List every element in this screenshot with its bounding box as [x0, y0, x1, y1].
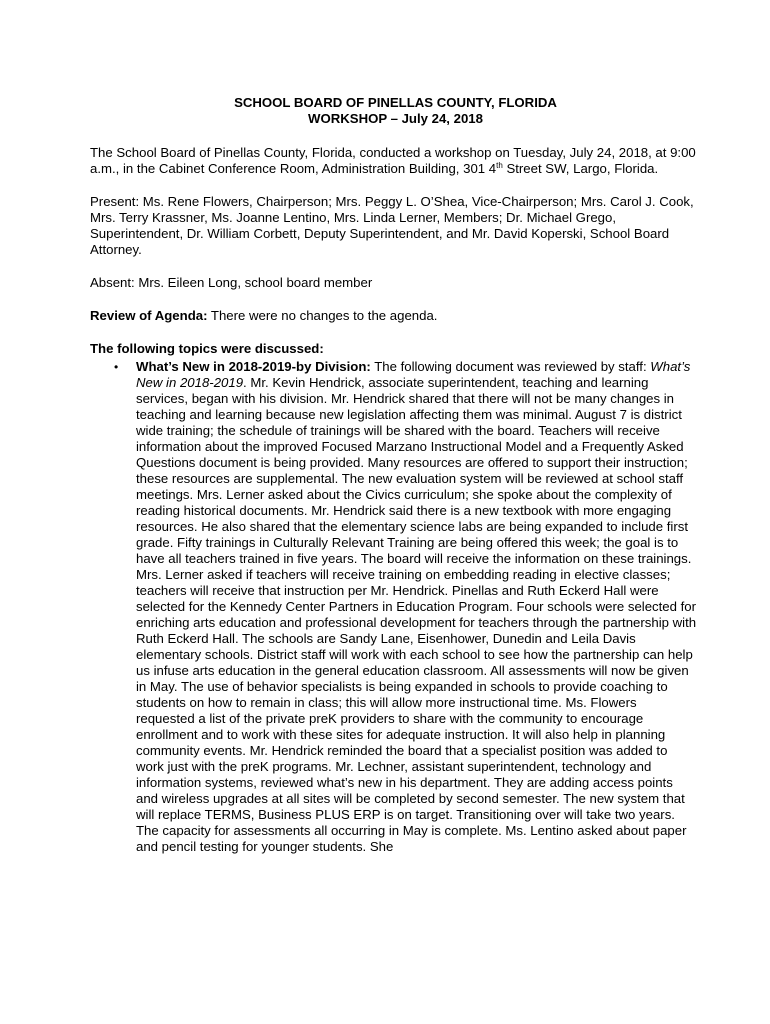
topics-heading: The following topics were discussed: — [90, 341, 324, 356]
document-title — [91, 95, 700, 127]
agenda-text: There were no changes to the agenda. — [207, 308, 438, 323]
intro-text: The School Board of Pinellas County, Florida, conducted a workshop on Tuesday, July 24, 2018, at 9:00 a.m., in the Cabinet Conference Room, Administration Building, 301 4 — [90, 145, 696, 176]
topic-body: . Mr. Kevin Hendrick, associate superintendent, teaching and learning services, began with his division. Mr. Hendrick shared that there will not be many changes in teaching and learning because new legislation affecting them was minimal. August 7 is district wide training; the schedule of trainings will be shared with the board. Teachers will receive information about the improved Focused Marzano Instructional Model and a Frequently Asked Questions document is being provided. Many resources are offered to support their instruction; these resources are supplemental. The new evaluation system will be reviewed at school staff meetings. Mrs. Lerner asked about the Civics curriculum; she spoke about the complexity of reading historical documents. Mr. Hendrick said there is a new textbook with more engaging resources. He also shared that the elementary science labs are being expanded to include first grade. Fifty trainings in Culturally Relevant Training are being offered this week; the goal is to have all teachers trained in five years. The board will receive the information on these trainings. Mrs. Lerner asked if teachers will receive training on embedding reading in elective classes; teachers will receive that instruction per Mr. Hendrick. Pinellas and Ruth Eckerd Hall were selected for the Kennedy Center Partners in Education Program. Four schools were selected for enriching arts education and professional development for teachers through the partnership with Ruth Eckerd Hall. The schools are Sandy Lane, Eisenhower, Dunedin and Leila Davis elementary schools. District staff will work with each school to see how the partnership can help us infuse arts education in the general education classroom. All assessments will now be given in May. The use of behavior specialists is being expanded in schools to provide coaching to students on how to remain in class; this will allow more instructional time. Ms. Flowers requested a list of the private preK providers to share with the community to encourage enrollment and to work with these sites for adequate instruction. It will also help in planning community events. Mr. Hendrick reminded the board that a specialist position was added to work just with the preK programs. Mr. Lechner, assistant superintendent, technology and information systems, reviewed what’s new in his department. They are adding access points and wireless upgrades at all sites will be completed by second semester. The new system that will replace TERMS, Business PLUS ERP is on target. Transitioning over will take two years. The capacity for assessments all occurring in May is complete. Ms. Lentino asked about paper and pencil testing for younger students. She — [136, 375, 697, 854]
agenda-label: Review of Agenda: — [90, 308, 208, 323]
title-line-2: WORKSHOP – July 24, 2018 — [308, 111, 483, 126]
agenda-paragraph — [90, 308, 700, 324]
topics-list — [90, 359, 700, 855]
absent-paragraph: Absent: Mrs. Eileen Long, school board member — [90, 275, 373, 290]
title-line-1: SCHOOL BOARD OF PINELLAS COUNTY, FLORIDA — [234, 95, 557, 110]
topic-title: What’s New in 2018-2019-by Division: — [136, 359, 371, 374]
list-item — [90, 359, 698, 855]
intro-text-end: Street SW, Largo, Florida. — [502, 161, 659, 176]
topic-lead: The following document was reviewed by staff: — [370, 359, 651, 374]
topic-document-title: What’s New in 2018-2019 — [136, 359, 691, 390]
bullet-icon: • — [114, 360, 119, 374]
ordinal-suffix: th — [496, 161, 503, 170]
present-paragraph: Present: Ms. Rene Flowers, Chairperson; Mrs. Peggy L. O’Shea, Vice-Chairperson; Mrs. Carol J. Cook, Mrs. Terry Krassner, Ms. Joanne Lentino, Mrs. Linda Lerner, Members; Dr. Michael Grego, Superintendent, Dr. William Corbett, Deputy Superintendent, and Mr. David Koperski, School Board Attorney. — [90, 194, 694, 257]
intro-paragraph — [90, 145, 700, 177]
